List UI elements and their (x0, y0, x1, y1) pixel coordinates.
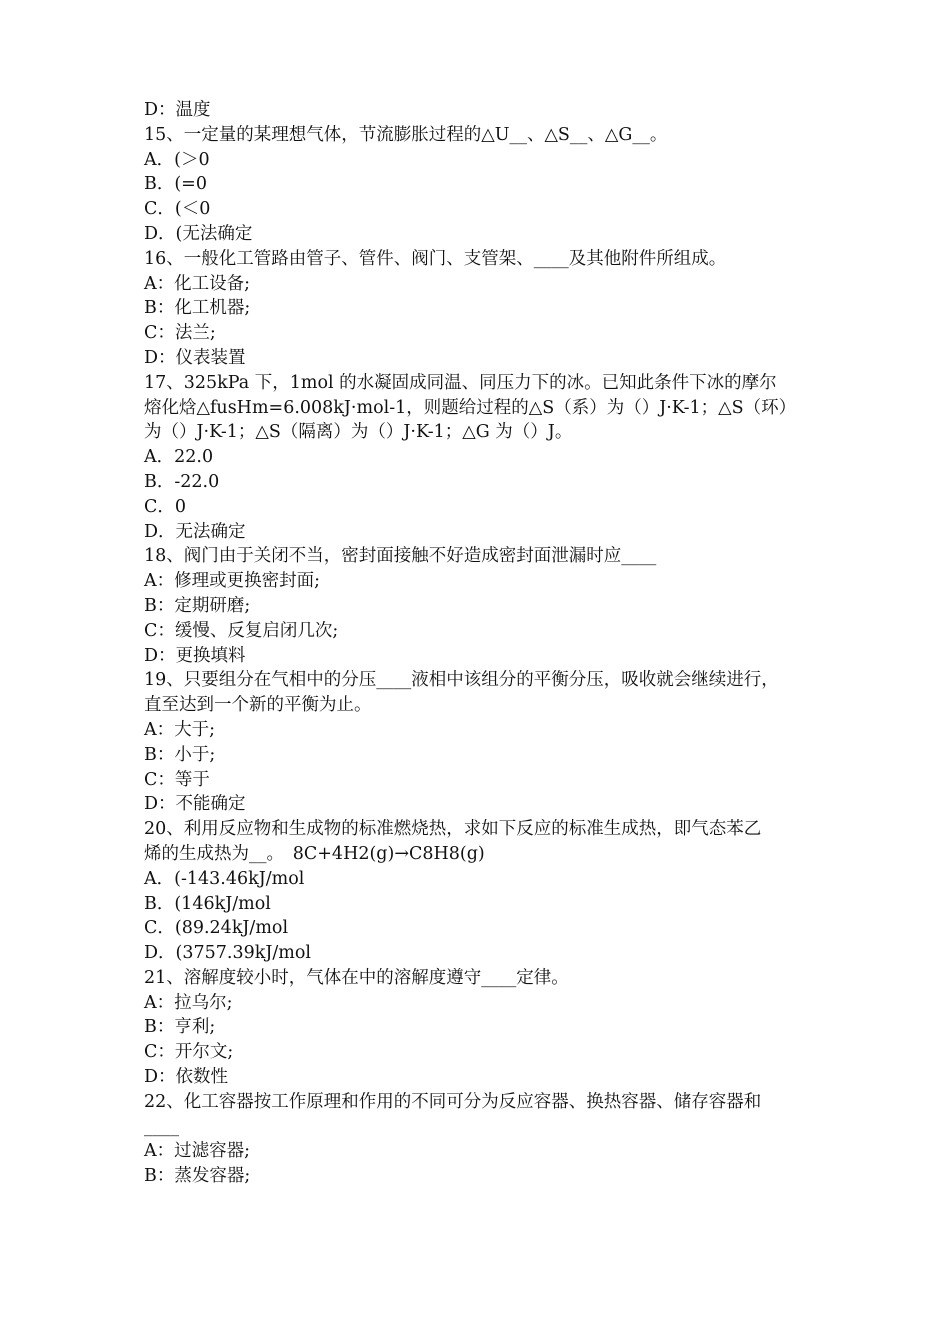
option-line: B：化工机器; (144, 298, 251, 319)
option-line: D．(无法确定 (144, 223, 253, 244)
option-line: B．(=0 (144, 174, 207, 195)
question-22-cont: ____ (144, 1116, 179, 1137)
question-17-cont: 为（）J·K-1；△S（隔离）为（）J·K-1；△G 为（）J。 (144, 422, 573, 443)
question-19-cont: 直至达到一个新的平衡为止。 (144, 695, 372, 716)
option-line: A：化工设备; (144, 273, 251, 294)
option-line: C：缓慢、反复启闭几次; (144, 620, 339, 641)
option-line: C．(89.24kJ/mol (144, 918, 289, 939)
option-line: A：修理或更换密封面; (144, 571, 321, 592)
option-line: B．-22.0 (144, 471, 220, 492)
option-line: D：不能确定 (144, 794, 246, 815)
question-21: 21、溶解度较小时，气体在中的溶解度遵守____定律。 (144, 967, 569, 988)
option-line: C．0 (144, 496, 187, 517)
option-line: B：小于; (144, 744, 216, 765)
question-19: 19、只要组分在气相中的分压____液相中该组分的平衡分压，吸收就会继续进行， (144, 670, 779, 691)
question-17-cont: 熔化焓△fusHm=6.008kJ·mol-1，则题给过程的△S（系）为（）J·K-1；△S（环） (144, 397, 797, 418)
question-18: 18、阀门由于关闭不当，密封面接触不好造成密封面泄漏时应____ (144, 546, 657, 567)
option-line: B：蒸发容器; (144, 1166, 251, 1187)
question-15: 15、一定量的某理想气体，节流膨胀过程的△U__、△S__、△G__。 (144, 124, 668, 145)
option-line: D：更换填料 (144, 645, 246, 666)
option-line: C．(＜0 (144, 199, 211, 220)
option-line: B：定期研磨; (144, 595, 251, 616)
option-line: A：拉乌尔; (144, 992, 233, 1013)
option-line: B．(146kJ/mol (144, 893, 271, 914)
option-line: A：过滤容器; (144, 1141, 251, 1162)
option-line: C：法兰; (144, 323, 216, 344)
option-line: D．(3757.39kJ/mol (144, 943, 311, 964)
option-line: D：仪表装置 (144, 347, 246, 368)
option-line: D：依数性 (144, 1067, 229, 1088)
option-line: C：开尔文; (144, 1042, 234, 1063)
option-line: A．(-143.46kJ/mol (144, 868, 305, 889)
option-line: A．(＞0 (144, 149, 210, 170)
question-20-cont: 烯的生成热为__。 8C+4H2(g)→C8H8(g) (144, 843, 485, 864)
text-line: D：温度 (144, 100, 211, 120)
option-line: A：大于; (144, 719, 216, 740)
question-17: 17、325kPa 下，1mol 的水凝固成同温、同压力下的冰。已知此条件下冰的摩尔 (144, 372, 777, 393)
option-line: C：等于 (144, 769, 210, 790)
document-page (144, 98, 814, 1189)
question-16: 16、一般化工管路由管子、管件、阀门、支管架、____及其他附件所组成。 (144, 248, 727, 269)
option-line: B：亨利; (144, 1017, 216, 1038)
option-line: D．无法确定 (144, 521, 246, 542)
question-20: 20、利用反应物和生成物的标准燃烧热，求如下反应的标准生成热，即气态苯乙 (144, 819, 762, 840)
option-line: A．22.0 (144, 447, 214, 468)
question-22: 22、化工容器按工作原理和作用的不同可分为反应容器、换热容器、储存容器和 (144, 1091, 762, 1112)
